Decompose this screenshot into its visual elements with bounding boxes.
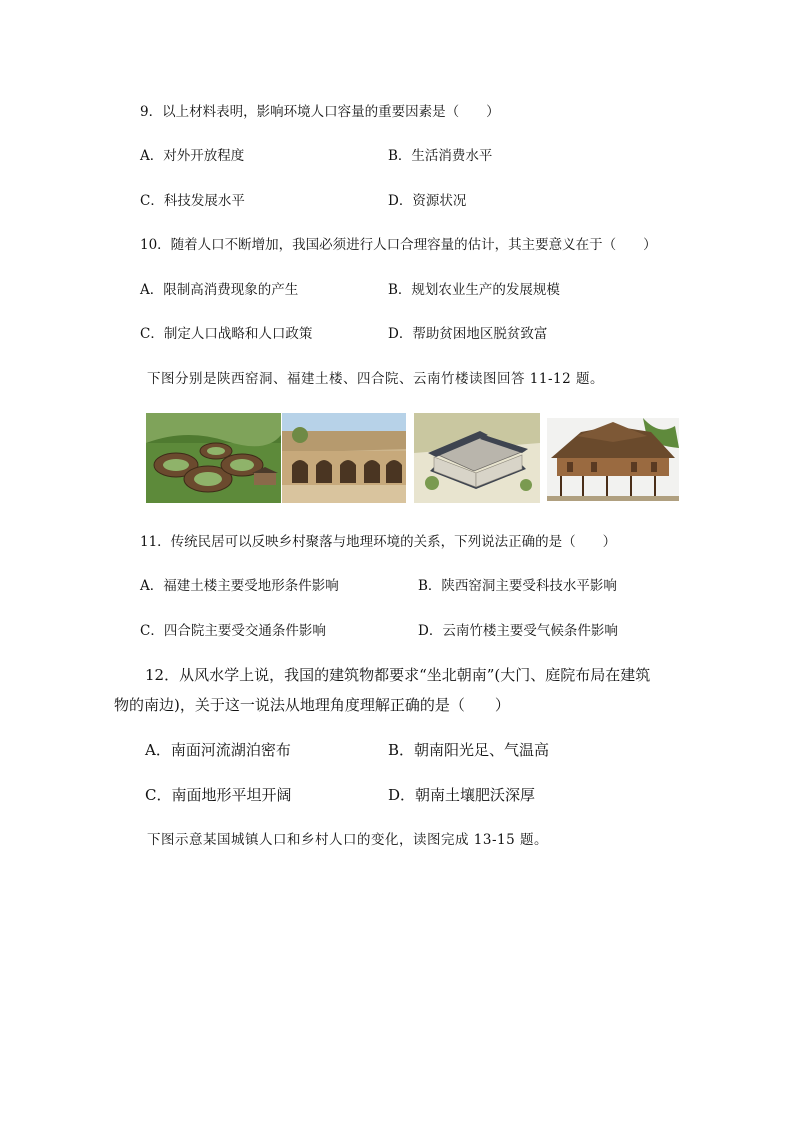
intro-13-15: 下图示意某国城镇人口和乡村人口的变化，读图完成 13-15 题。 bbox=[147, 832, 548, 848]
q11-option-a: A．福建土楼主要受地形条件影响 bbox=[140, 578, 339, 594]
siheyuan-photo bbox=[414, 413, 540, 503]
q10-option-a: A．限制高消费现象的产生 bbox=[140, 282, 299, 298]
q10-stem: 10．随着人口不断增加，我国必须进行人口合理容量的估计，其主要意义在于（ ） bbox=[140, 237, 657, 253]
q12-option-c: C．南面地形平坦开阔 bbox=[145, 786, 292, 804]
shaanxi-yaodong-photo bbox=[282, 413, 406, 503]
q11-option-b: B．陕西窑洞主要受科技水平影响 bbox=[418, 578, 617, 594]
q9-option-a: A．对外开放程度 bbox=[140, 148, 245, 164]
q11-option-c: C．四合院主要受交通条件影响 bbox=[140, 623, 326, 639]
intro-11-12: 下图分别是陕西窑洞、福建土楼、四合院、云南竹楼读图回答 11-12 题。 bbox=[147, 371, 604, 387]
q9-option-b: B．生活消费水平 bbox=[388, 148, 493, 164]
q10-option-d: D．帮助贫困地区脱贫致富 bbox=[388, 326, 548, 342]
q10-option-b: B．规划农业生产的发展规模 bbox=[388, 282, 560, 298]
q9-option-c: C．科技发展水平 bbox=[140, 193, 245, 209]
q12-stem-line2: 物的南边)，关于这一说法从地理角度理解正确的是（ ） bbox=[114, 696, 510, 714]
q11-option-d: D．云南竹楼主要受气候条件影响 bbox=[418, 623, 618, 639]
fujian-tulou-photo bbox=[146, 413, 281, 503]
q12-option-a: A．南面河流湖泊密布 bbox=[145, 741, 291, 759]
q12-option-b: B．朝南阳光足、气温高 bbox=[388, 741, 550, 759]
q9-option-d: D．资源状况 bbox=[388, 193, 467, 209]
q10-option-c: C．制定人口战略和人口政策 bbox=[140, 326, 313, 342]
yunnan-zhulou-photo bbox=[547, 418, 679, 501]
q9-stem: 9．以上材料表明，影响环境人口容量的重要因素是（ ） bbox=[140, 104, 500, 120]
q12-option-d: D．朝南土壤肥沃深厚 bbox=[388, 786, 536, 804]
q11-stem: 11．传统民居可以反映乡村聚落与地理环境的关系，下列说法正确的是（ ） bbox=[140, 534, 617, 550]
q12-stem-line1: 12．从风水学上说，我国的建筑物都要求“坐北朝南”(大门、庭院布局在建筑 bbox=[145, 666, 651, 684]
